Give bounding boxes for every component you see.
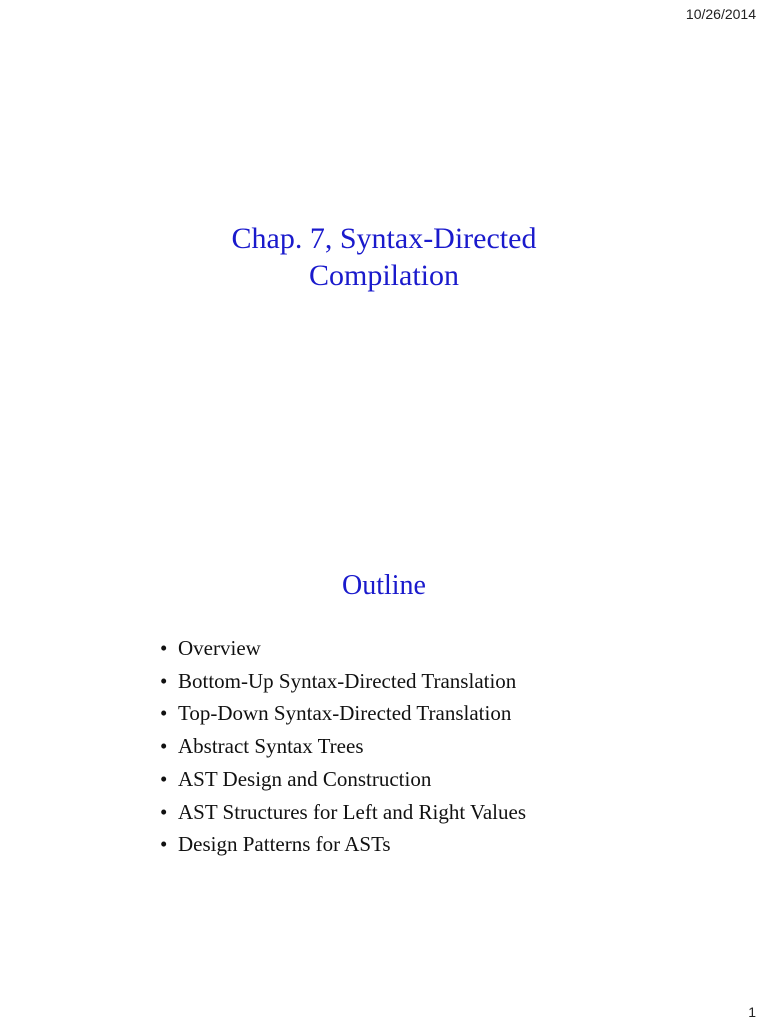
list-item: • Abstract Syntax Trees <box>160 730 526 763</box>
slide-title-line-2: Compilation <box>309 259 459 292</box>
list-item: • Top-Down Syntax-Directed Translation <box>160 697 526 730</box>
slide-title <box>0 220 768 294</box>
list-item: • Design Patterns for ASTs <box>160 828 526 861</box>
date-stamp: 10/26/2014 <box>685 6 756 22</box>
list-item: • AST Design and Construction <box>160 763 526 796</box>
list-item: • Overview <box>160 632 526 665</box>
page-number: 1 <box>748 1004 756 1020</box>
outline-heading: Outline <box>342 570 426 601</box>
list-item: • Bottom-Up Syntax-Directed Translation <box>160 665 526 698</box>
slide-title-line-1: Chap. 7, Syntax-Directed <box>231 222 537 255</box>
outline-list <box>160 632 526 861</box>
list-item: • AST Structures for Left and Right Values <box>160 796 526 829</box>
